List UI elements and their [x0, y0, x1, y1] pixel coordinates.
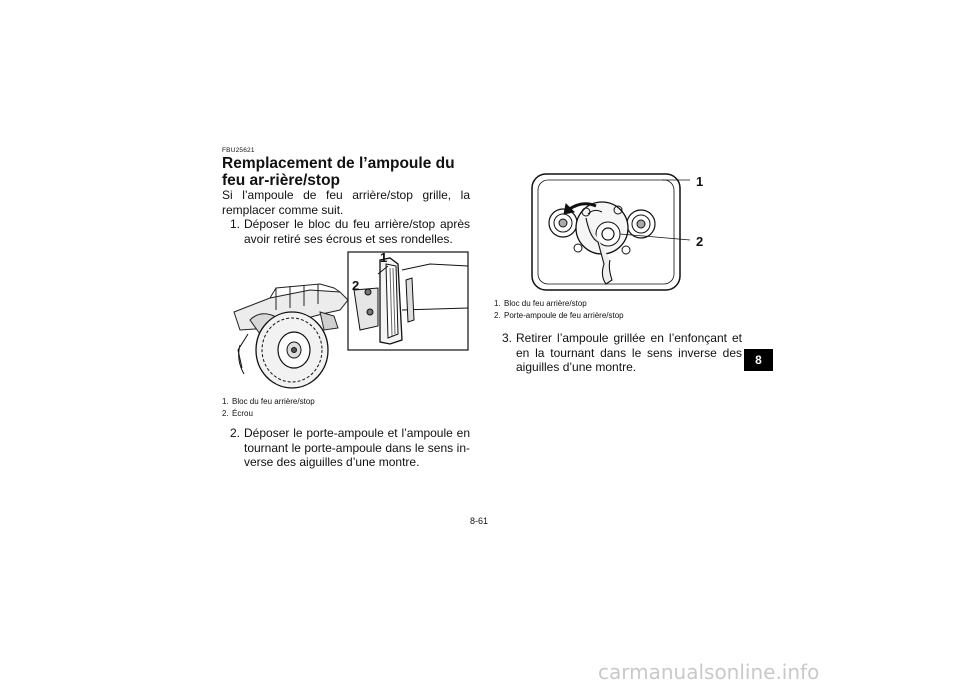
step-3-text: Retirer l’ampoule grillée en l’enfonçant et en la tournant dans le sens inverse des aiguilles d’une montre. — [516, 331, 742, 374]
figure1-caption-2: 2. Écrou — [222, 409, 253, 418]
page-number: 8-61 — [470, 516, 489, 526]
section-code: FBU25621 — [222, 147, 255, 154]
step-2-number: 2. — [230, 426, 241, 440]
figure2-caption-1: 1. Bloc du feu arrière/stop — [494, 299, 587, 308]
step-1-number: 1. — [230, 217, 241, 231]
figure-taillight-unit — [490, 168, 730, 300]
step-1 — [230, 217, 470, 246]
figure1-callout-2: 2 — [352, 278, 360, 293]
intro-paragraph: Si l’ampoule de feu arrière/stop grille, la remplacer comme suit. — [222, 188, 470, 217]
figure2-captions — [494, 298, 624, 322]
step-2-text: Déposer le porte-ampoule et l’ampoule en tournant le porte-ampoule dans le sens in-verse des aiguilles d’une montre. — [244, 426, 470, 469]
figure1-captions — [222, 396, 315, 420]
figure2-caption-2: 2. Porte-ampoule de feu arrière/stop — [494, 311, 624, 320]
figure1-caption-1: 1. Bloc du feu arrière/stop — [222, 397, 315, 406]
step-3-number: 3. — [502, 331, 513, 345]
step-2 — [230, 426, 470, 470]
chapter-tab: 8 — [744, 349, 773, 371]
step-3 — [502, 331, 742, 375]
figure-atv-taillight — [230, 250, 470, 392]
footer-watermark[interactable]: carmanualsonline.info — [598, 660, 820, 684]
figure2-callout-2: 2 — [696, 234, 704, 249]
step-1-text: Déposer le bloc du feu arrière/stop après avoir retiré ses écrous et ses rondelles. — [244, 217, 470, 246]
taillight-illustration — [490, 168, 730, 300]
atv-illustration — [230, 250, 470, 392]
figure2-callout-1: 1 — [696, 174, 704, 189]
section-title: Remplacement de l’ampoule du feu ar-rière/stop — [222, 155, 455, 189]
figure1-callout-1: 1 — [380, 250, 388, 265]
